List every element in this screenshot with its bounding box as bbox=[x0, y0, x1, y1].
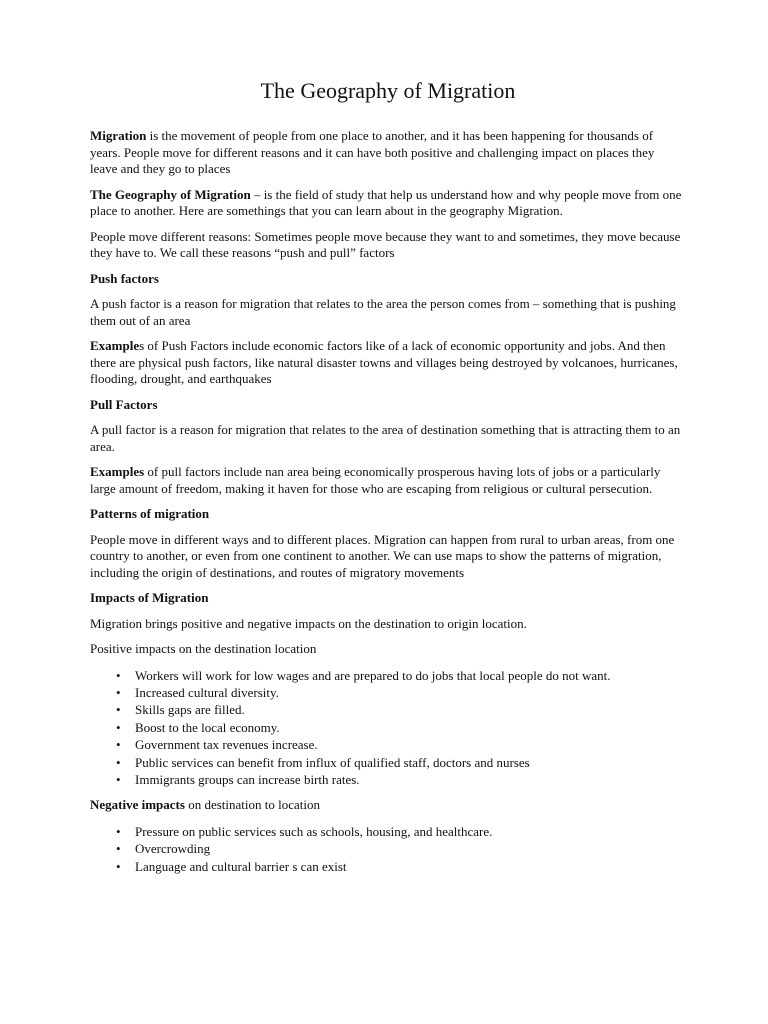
intro-text: is the movement of people from one place to another, and it has been happening for thousands of years. People move for different reasons and it can have both positive and challenging impact on places they leave and they go to places bbox=[90, 128, 655, 176]
push-examples-text: s of Push Factors include economic factors like of a lack of economic opportunity and jobs. And then there are physical push factors, like natural disaster towns and villages being destroyed by volcanoes, hurricanes, flooding, drought, and earthquakes bbox=[90, 338, 678, 386]
intro-paragraph bbox=[90, 128, 682, 178]
reasons-paragraph: People move different reasons: Sometimes people move because they want to and sometimes, they move because they have to. We call these reasons “push and pull” factors bbox=[90, 228, 681, 260]
list-item: • Pressure on public services such as schools, housing, and healthcare. bbox=[135, 823, 682, 840]
push-examples-term: Example bbox=[90, 338, 140, 353]
negative-impacts-list bbox=[90, 823, 682, 875]
negative-impacts-term: Negative impacts bbox=[90, 797, 185, 813]
impacts-intro-paragraph: Migration brings positive and negative impacts on the destination to origin location. bbox=[90, 615, 527, 631]
push-definition-paragraph: A push factor is a reason for migration that relates to the area the person comes from – something that is pushing them out of an area bbox=[90, 296, 676, 328]
pull-factors-heading: Pull Factors bbox=[90, 396, 158, 412]
document-page bbox=[90, 78, 682, 884]
push-factors-heading: Push factors bbox=[90, 270, 159, 286]
pull-examples-text: of pull factors include nan area being economically prosperous having lots of jobs or a particularly large amount of freedom, making it haven for those who are escaping from religious or cultural persecution. bbox=[90, 464, 661, 496]
positive-impacts-list bbox=[90, 667, 682, 789]
negative-impacts-text: on destination to location bbox=[184, 797, 320, 813]
list-item: • Overcrowding bbox=[135, 840, 682, 857]
pull-examples-term: Examples bbox=[90, 464, 145, 479]
positive-impacts-heading: Positive impacts on the destination location bbox=[90, 641, 317, 656]
list-item: • Increased cultural diversity. bbox=[135, 684, 682, 701]
list-item: • Language and cultural barrier s can exist bbox=[135, 858, 682, 875]
impacts-heading: Impacts of Migration bbox=[90, 590, 209, 605]
list-item: • Public services can benefit from influx of qualified staff, doctors and nurses bbox=[135, 754, 682, 771]
push-examples-paragraph bbox=[90, 338, 682, 388]
pull-examples-paragraph bbox=[90, 464, 682, 497]
list-item: • Government tax revenues increase. bbox=[135, 736, 682, 753]
negative-impacts-heading bbox=[90, 797, 682, 814]
document-title: The Geography of Migration bbox=[260, 78, 516, 103]
patterns-heading: Patterns of migration bbox=[90, 506, 210, 521]
list-item: • Boost to the local economy. bbox=[135, 719, 682, 736]
list-item: • Immigrants groups can increase birth rates. bbox=[135, 771, 682, 788]
geography-definition-paragraph bbox=[90, 187, 682, 220]
intro-term: Migration bbox=[90, 128, 147, 143]
list-item: • Skills gaps are filled. bbox=[135, 701, 682, 718]
geography-definition-text: – is the field of study that help us understand how and why people move from one place to another. Here are somethings that you can learn about in the geography Migration. bbox=[90, 186, 682, 218]
geography-term: The Geography of Migration bbox=[90, 186, 251, 202]
patterns-paragraph: People move in different ways and to different places. Migration can happen from rural to urban areas, from one country to another, or even from one continent to another. We can use maps to show the patterns of migration, including the origin of destinations, and routes of migratory movements bbox=[90, 531, 675, 580]
pull-definition-paragraph: A pull factor is a reason for migration that relates to the area of destination something that is attracting them to an area. bbox=[90, 422, 681, 454]
list-item: • Workers will work for low wages and are prepared to do jobs that local people do not want. bbox=[135, 667, 682, 684]
